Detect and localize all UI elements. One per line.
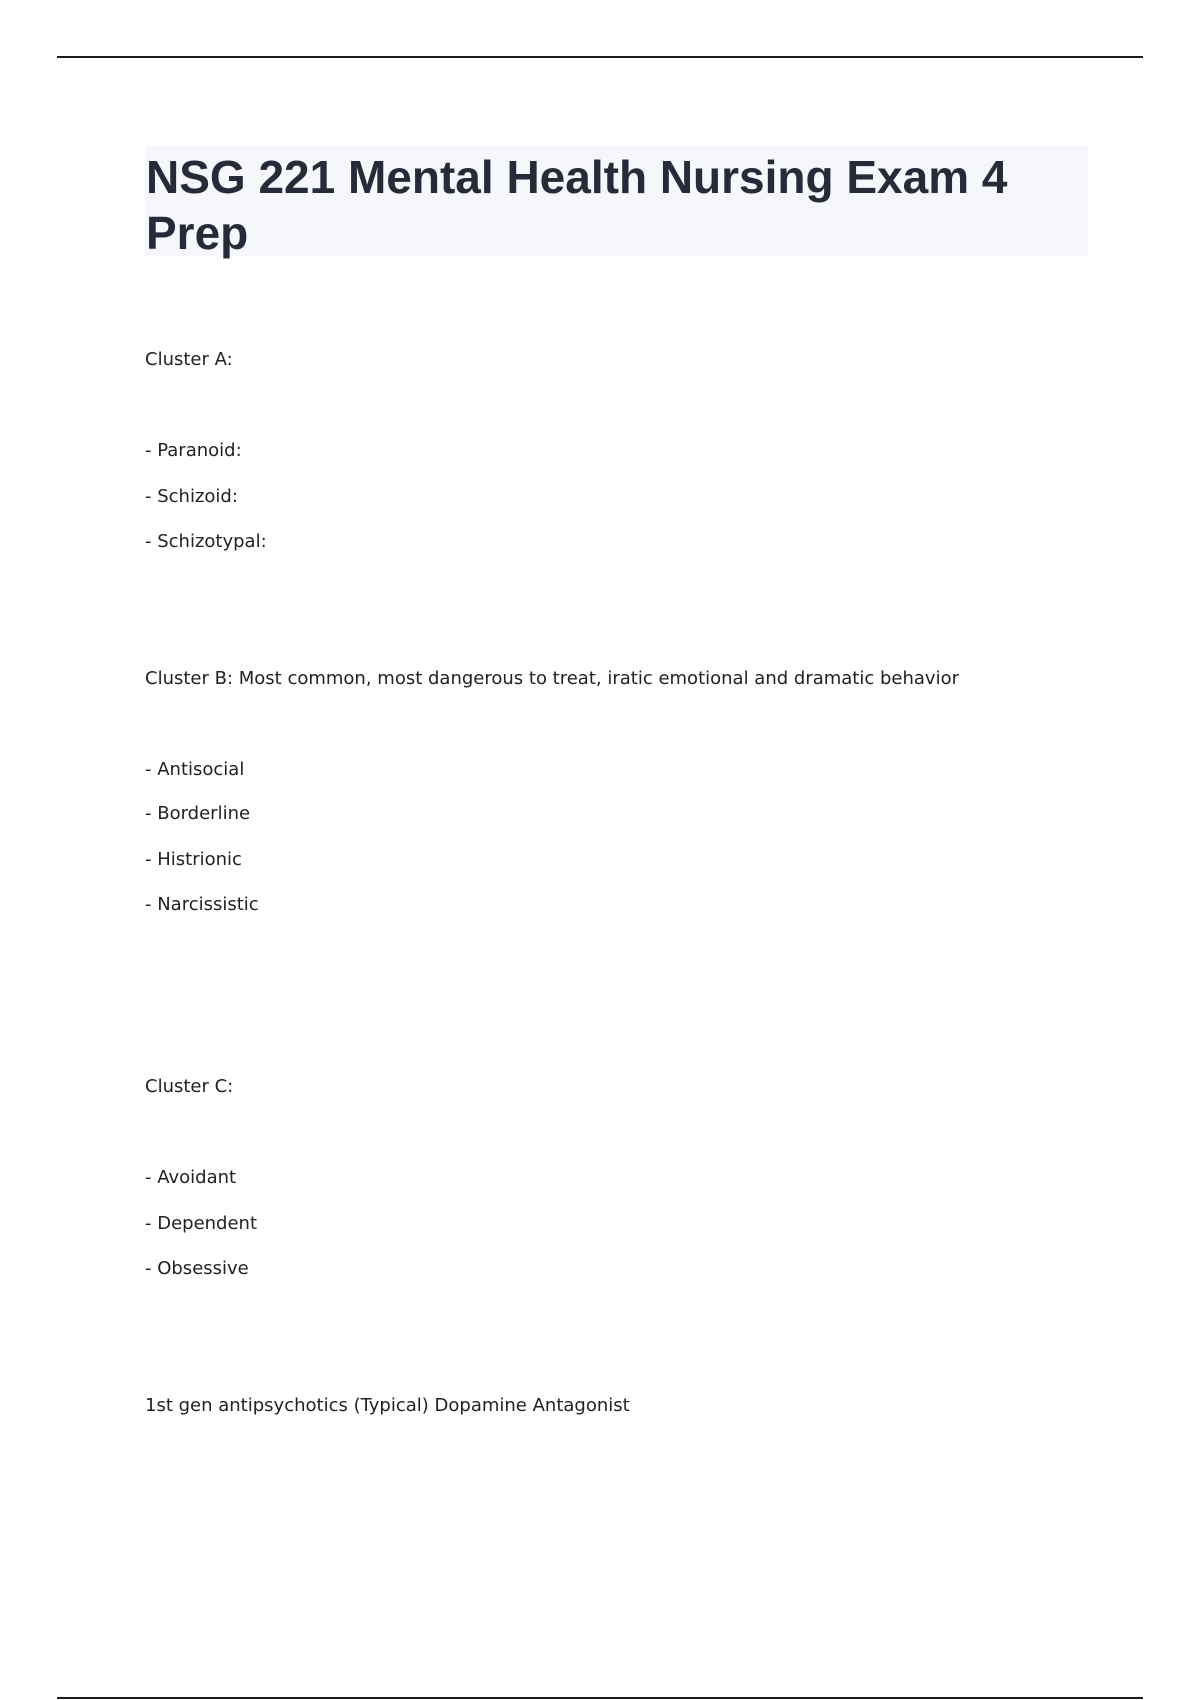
page-bottom-rule [57, 1697, 1143, 1699]
antipsychotics-heading: 1st gen antipsychotics (Typical) Dopamine Antagonist [145, 1395, 630, 1416]
page-top-rule [57, 56, 1143, 58]
cluster-a-item-schizotypal: - Schizotypal: [145, 531, 267, 552]
cluster-b-item-histrionic: - Histrionic [145, 849, 242, 870]
cluster-b-item-antisocial: - Antisocial [145, 759, 245, 780]
cluster-c-heading: Cluster C: [145, 1076, 234, 1097]
cluster-a-heading: Cluster A: [145, 349, 233, 370]
cluster-c-item-dependent: - Dependent [145, 1213, 258, 1234]
cluster-b-item-borderline: - Borderline [145, 803, 251, 824]
cluster-c-item-obsessive: - Obsessive [145, 1258, 249, 1279]
cluster-b-heading: Cluster B: Most common, most dangerous to treat, iratic emotional and dramatic behavior [145, 668, 959, 689]
cluster-b-item-narcissistic: - Narcissistic [145, 894, 259, 915]
cluster-a-item-schizoid: - Schizoid: [145, 486, 238, 507]
cluster-c-item-avoidant: - Avoidant [145, 1167, 237, 1188]
page-title: NSG 221 Mental Health Nursing Exam 4 Prep [146, 151, 1008, 259]
cluster-a-item-paranoid: - Paranoid: [145, 440, 242, 461]
